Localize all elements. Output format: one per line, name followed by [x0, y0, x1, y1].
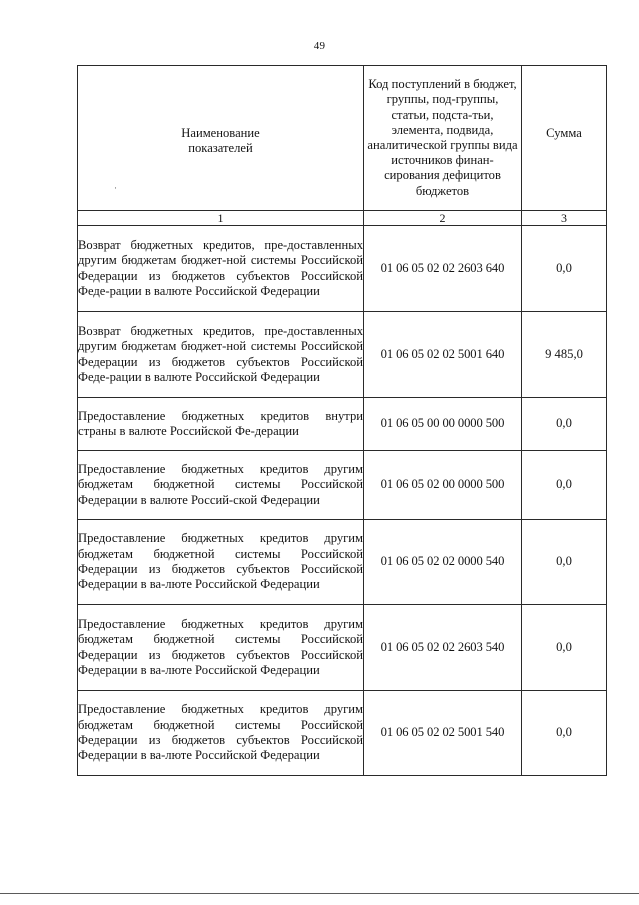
table-row	[78, 226, 607, 312]
header-code-text: Код поступлений в бюджет, группы, под-группы, статьи, подста-тьи, элемента, подвида, аналитической группы вида источников финан-сирования дефицитов бюджетов	[367, 77, 518, 198]
header-code	[364, 66, 522, 211]
row-name: Предоставление бюджетных кредитов другим бюджетам бюджетной системы Российской Федерации в валюте Россий-ской Федерации	[78, 451, 364, 520]
table-row	[78, 691, 607, 776]
table-row	[78, 398, 607, 451]
page-number: 49	[313, 40, 326, 52]
row-amount: 0,0	[522, 398, 607, 451]
row-amount: 9 485,0	[522, 312, 607, 398]
row-amount: 0,0	[522, 520, 607, 605]
row-amount: 0,0	[522, 605, 607, 691]
row-name: Возврат бюджетных кредитов, пре-доставленных другим бюджетам бюджет-ной системы Российской Федерации из бюджетов субъектов Российской Феде-рации в валюте Российской Федерации	[78, 312, 364, 398]
header-name-text: Наименование показателей	[181, 125, 260, 155]
table-row	[78, 605, 607, 691]
table-row	[78, 451, 607, 520]
row-name: Возврат бюджетных кредитов, пре-доставленных другим бюджетам бюджет-ной системы Российской Федерации из бюджетов субъектов Российской Феде-рации в валюте Российской Федерации	[78, 226, 364, 312]
row-amount: 0,0	[522, 226, 607, 312]
column-number-3: 3	[522, 211, 607, 226]
budget-sources-table	[77, 65, 607, 776]
page-bottom-rule	[0, 893, 639, 894]
header-amount	[522, 66, 607, 211]
header-amount-text: Сумма	[546, 126, 582, 141]
table-row	[78, 312, 607, 398]
table-header-row	[78, 66, 607, 211]
row-code: 01 06 05 02 02 0000 540	[364, 520, 522, 605]
row-amount: 0,0	[522, 691, 607, 776]
row-name: Предоставление бюджетных кредитов другим бюджетам бюджетной системы Российской Федерации из бюджетов субъектов Российской Федерации в ва-люте Российской Федерации	[78, 605, 364, 691]
scan-speck: ·	[114, 183, 117, 193]
row-code: 01 06 05 02 02 2603 640	[364, 226, 522, 312]
row-code: 01 06 05 02 02 2603 540	[364, 605, 522, 691]
row-name: Предоставление бюджетных кредитов внутри страны в валюте Российской Фе-дерации	[78, 398, 364, 451]
column-number-1: 1	[78, 211, 364, 226]
row-code: 01 06 05 02 02 5001 640	[364, 312, 522, 398]
row-code: 01 06 05 02 02 5001 540	[364, 691, 522, 776]
row-amount: 0,0	[522, 451, 607, 520]
column-number-row	[78, 211, 607, 226]
row-name: Предоставление бюджетных кредитов другим бюджетам бюджетной системы Российской Федерации из бюджетов субъектов Российской Федерации в ва-люте Российской Федерации	[78, 691, 364, 776]
table-row	[78, 520, 607, 605]
row-code: 01 06 05 02 00 0000 500	[364, 451, 522, 520]
header-name	[78, 66, 364, 211]
column-number-2: 2	[364, 211, 522, 226]
row-name: Предоставление бюджетных кредитов другим бюджетам бюджетной системы Российской Федерации из бюджетов субъектов Российской Федерации в ва-люте Российской Федерации	[78, 520, 364, 605]
row-code: 01 06 05 00 00 0000 500	[364, 398, 522, 451]
